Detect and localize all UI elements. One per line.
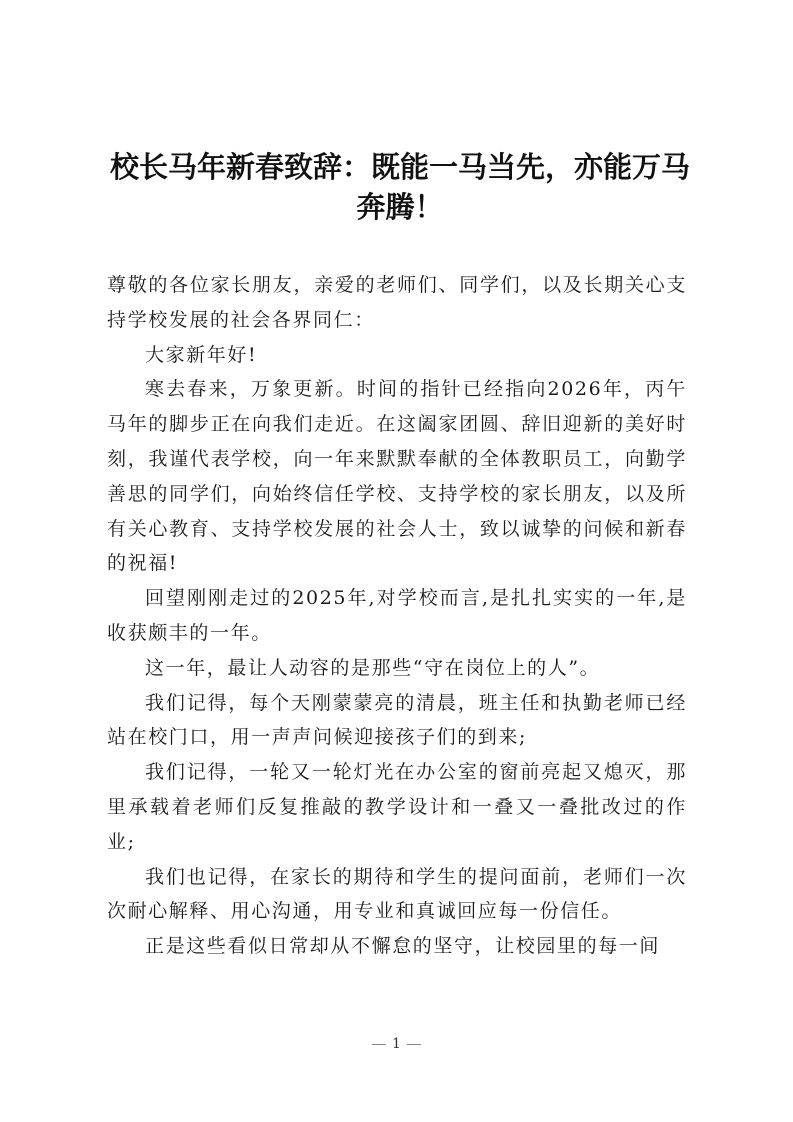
paragraph: 回望刚刚走过的2025年,对学校而言,是扎扎实实的一年,是收获颇丰的一年。 xyxy=(107,587,687,644)
page-number-footer xyxy=(0,1036,793,1052)
dash-left xyxy=(372,1044,386,1045)
paragraph-greeting: 大家新年好! xyxy=(145,343,258,366)
paragraph-salutation: 尊敬的各位家长朋友，亲爱的老师们、同学们，以及长期关心支持学校发展的社会各界同仁： xyxy=(107,274,687,331)
paragraph: 我们也记得，在家长的期待和学生的提问面前，老师们一次次耐心解释、用心沟通，用专业和真诚回应每一份信任。 xyxy=(107,865,687,923)
paragraph: 我们记得，一轮又一轮灯光在办公室的窗前亮起又熄灭，那里承载着老师们反复推敲的教学设计和一叠又一叠批改过的作业; xyxy=(107,761,687,853)
document-body xyxy=(107,268,687,964)
paragraph: 寒去春来，万象更新。时间的指针已经指向2026年，丙午马年的脚步正在向我们走近。在这阖家团圆、辞旧迎新的美好时刻，我谨代表学校，向一年来默默奉献的全体教职员工，向勤学善思的同学们，向始终信任学校、支持学校的家长朋友，以及所有关心教育、支持学校发展的社会人士，致以诚挚的问候和新春的祝福! xyxy=(107,378,687,575)
document-title: 校长马年新春致辞：既能一马当先，亦能万马奔腾！ xyxy=(109,150,690,224)
paragraph: 这一年，最让人动容的是那些“守在岗位上的人”。 xyxy=(145,656,601,679)
paragraph: 我们记得，每个天刚蒙蒙亮的清晨，班主任和执勤老师已经站在校门口，用一声声问候迎接孩子们的到来; xyxy=(107,691,687,749)
dash-right xyxy=(407,1044,421,1045)
paragraph: 正是这些看似日常却从不懈怠的坚守，让校园里的每一间 xyxy=(145,935,661,958)
page-number: 1 xyxy=(392,1036,401,1052)
